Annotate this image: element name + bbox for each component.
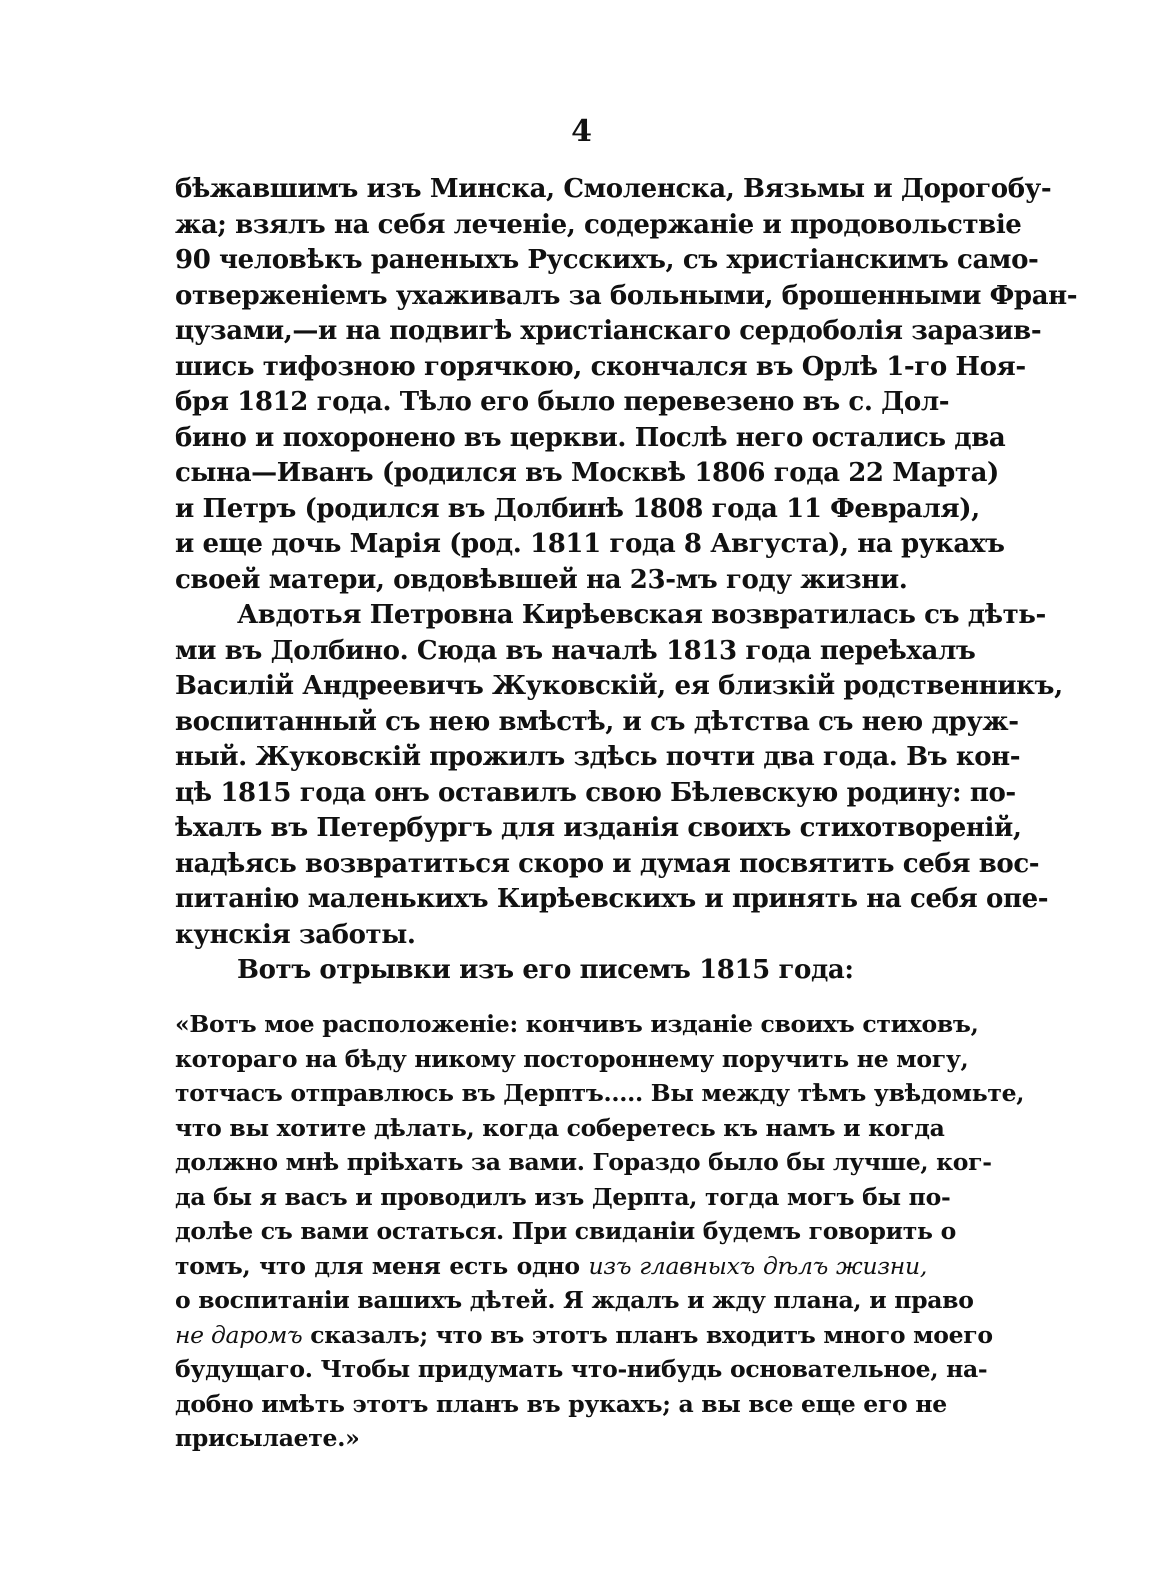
quote-line: добно имѣть этотъ планъ въ рукахъ; а вы все еще его не [175, 1389, 947, 1418]
letter-quote [175, 1007, 1025, 1456]
italic-phrase: изъ главныхъ дѣлъ жизни, [588, 1251, 927, 1280]
quote-line: «Вотъ мое расположеніе: кончивъ изданіе своихъ стиховъ, [175, 1010, 979, 1038]
text-line: 90 человѣкъ раненыхъ Русскихъ, съ христіанскимъ само- [175, 245, 1039, 275]
text-line: шись тифозною горячкою, скончался въ Орлѣ 1-го Ноя- [175, 351, 1026, 382]
quote-line: да бы я васъ и проводилъ изъ Дерпта, тогда могъ бы по- [175, 1182, 951, 1211]
quote-line: о воспитаніи вашихъ дѣтей. Я ждалъ и жду плана, и право [175, 1286, 974, 1314]
text-line: ный. Жуковскій прожилъ здѣсь почти два года. Въ кон- [175, 742, 1021, 772]
text-line: Василій Андреевичъ Жуковскій, ея близкій родственникъ, [175, 671, 1063, 701]
text-line: отверженіемъ ухаживалъ за больными, брошенными Фран- [175, 280, 1078, 311]
text-line: питанію маленькихъ Кирѣевскихъ и принять на себя опе- [175, 884, 1049, 914]
text-line: бря 1812 года. Тѣло его было перевезено въ с. Дол- [175, 387, 950, 417]
body-text [175, 172, 1078, 989]
text-line: бѣжавшимъ изъ Минска, Смоленска, Вязьмы и Дорогобу- [175, 174, 1052, 204]
italic-phrase: не даромъ [175, 1320, 303, 1349]
quote-text: сказалъ; что въ этотъ планъ входитъ много моего [302, 1320, 993, 1349]
text-line: кунскія заботы. [175, 919, 416, 950]
quote-line: что вы хотите дѣлать, когда соберетесь къ намъ и когда [175, 1113, 945, 1142]
quote-line [175, 1249, 927, 1284]
text-line: Авдотья Петровна Кирѣевская возвратилась съ дѣть- [237, 600, 1046, 630]
text-line: ѣхалъ въ Петербургъ для изданія своихъ стихотвореній, [175, 813, 1022, 843]
quote-line: должно мнѣ пріѣхать за вами. Гораздо было бы лучше, ког- [175, 1148, 992, 1176]
text-line: ми въ Долбино. Сюда въ началѣ 1813 года переѣхалъ [175, 635, 976, 666]
quote-line: присылаете.» [175, 1424, 360, 1452]
quote-text: томъ, что для меня есть одно [175, 1251, 589, 1280]
text-line: надѣясь возвратиться скоро и думая посвятить себя вос- [175, 848, 1040, 879]
text-line: воспитанный съ нею вмѣстѣ, и съ дѣтства съ нею друж- [175, 706, 1019, 737]
quote-line: котораго на бѣду никому постороннему поручить не могу, [175, 1044, 969, 1073]
text-line: Вотъ отрывки изъ его писемъ 1815 года: [237, 955, 854, 985]
text-line: жа; взялъ на себя леченіе, содержаніе и продовольствіе [175, 209, 1022, 240]
quote-line: тотчасъ отправлюсь въ Дерптъ..... Вы между тѣмъ увѣдомьте, [175, 1079, 1025, 1107]
text-line: цѣ 1815 года онъ оставилъ свою Бѣлевскую родину: по- [175, 777, 1016, 808]
quote-line: будущаго. Чтобы придумать что-нибудь основательное, на- [175, 1355, 988, 1383]
text-line: цузами,—и на подвигѣ христіанскаго сердоболія заразив- [175, 316, 1042, 346]
text-line: и Петръ (родился въ Долбинѣ 1808 года 11 Февраля), [175, 493, 980, 524]
quote-line [175, 1318, 993, 1353]
text-line: бино и похоронено въ церкви. Послѣ него остались два [175, 422, 1006, 453]
page-number: 4 [571, 114, 592, 149]
text-line: и еще дочь Марія (род. 1811 года 8 Августа), на рукахъ [175, 529, 1005, 559]
quote-line: долѣе съ вами остаться. При свиданіи будемъ говорить о [175, 1217, 956, 1245]
text-line: сына—Иванъ (родился въ Москвѣ 1806 года 22 Марта) [175, 458, 999, 488]
text-line: своей матери, овдовѣвшей на 23-мъ году жизни. [175, 564, 908, 595]
